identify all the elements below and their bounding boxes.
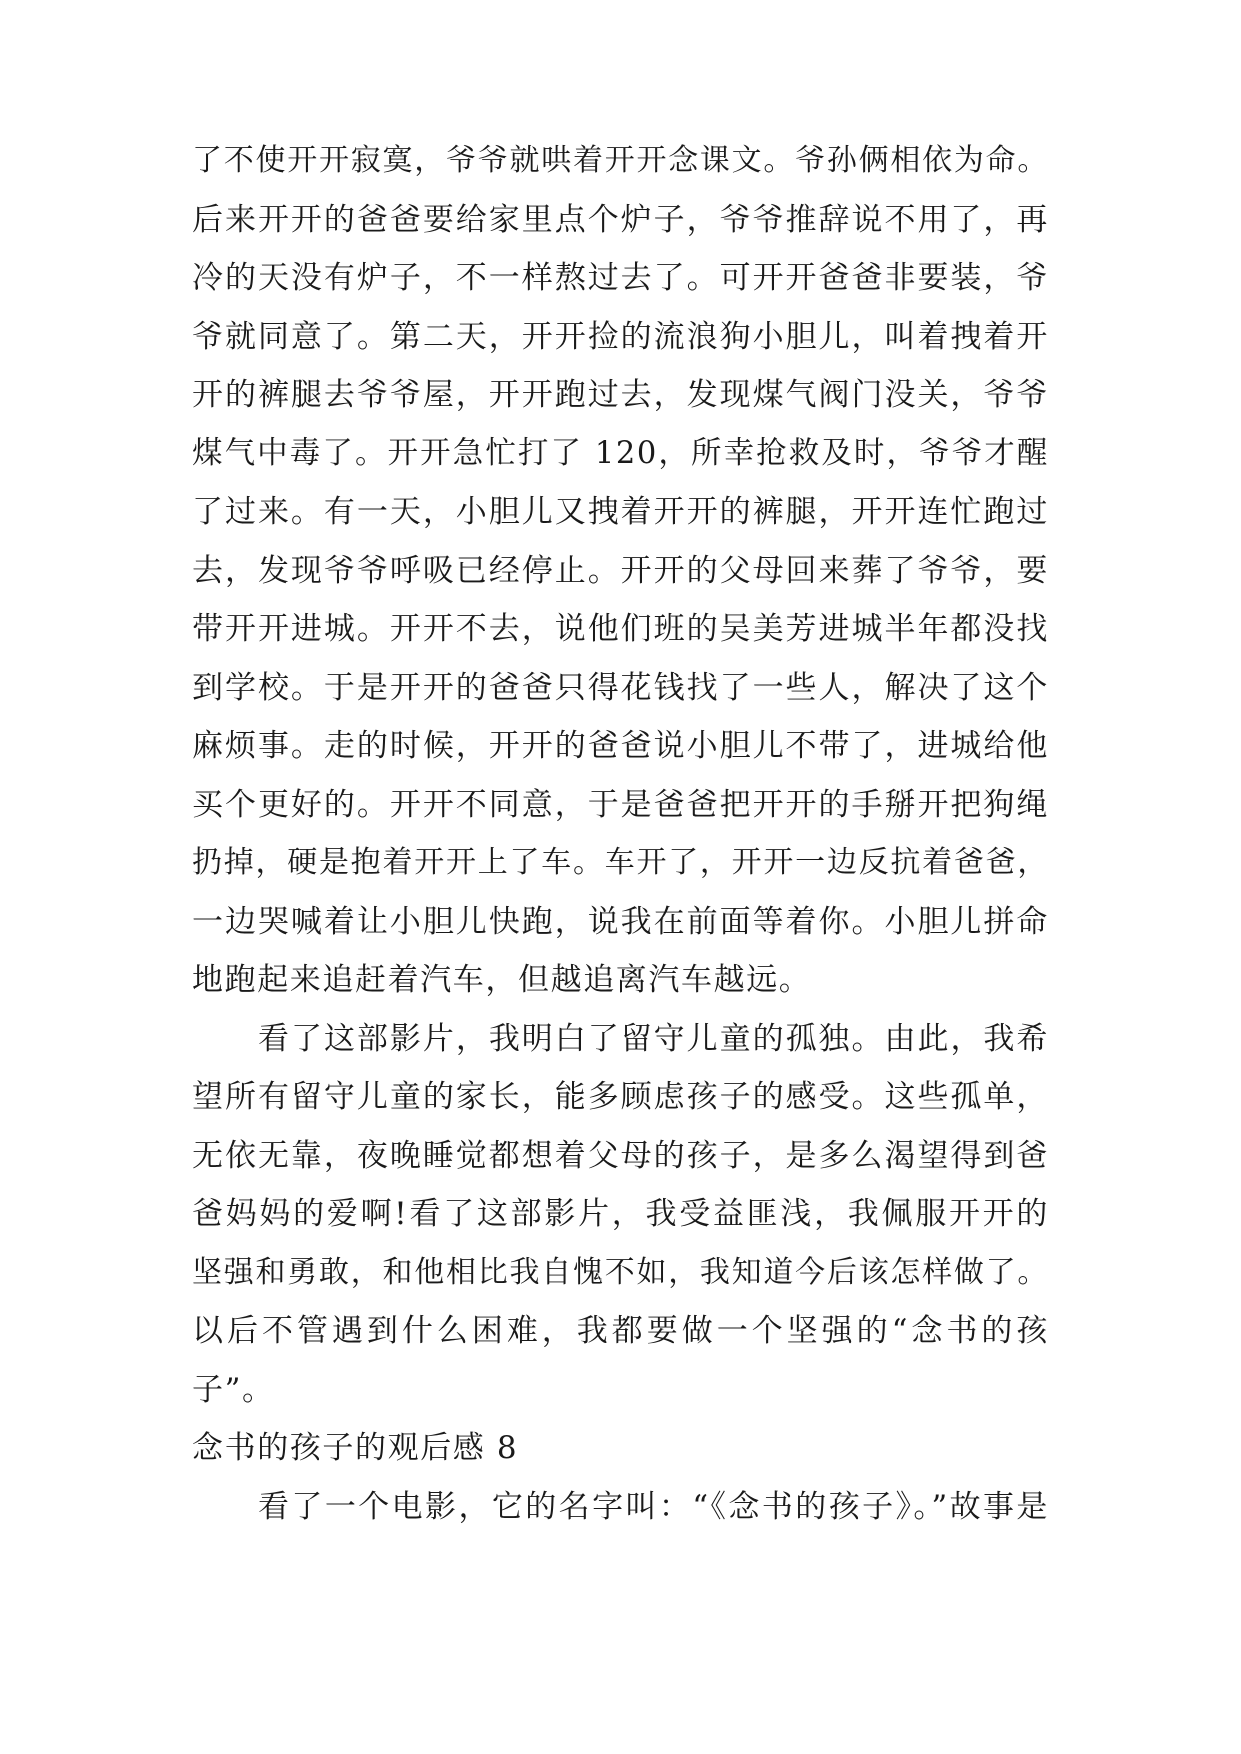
text-line: 坚强和勇敢，和他相比我自愧不如，我知道今后该怎样做了。: [192, 1254, 1049, 1290]
text-line: 以后不管遇到什么困难，我都要做一个坚强的“念书的孩: [192, 1313, 1049, 1349]
text-line: 煤气中毒了。开开急忙打了 120，所幸抢救及时，爷爷才醒: [192, 435, 1049, 471]
text-line: 一边哭喊着让小胆儿快跑，说我在前面等着你。小胆儿拼命: [192, 903, 1049, 940]
text-line: 开的裤腿去爷爷屋，开开跑过去，发现煤气阀门没关，爷爷: [192, 377, 1049, 413]
text-line: 爸妈妈的爱啊!看了这部影片，我受益匪浅，我佩服开开的: [192, 1196, 1049, 1232]
document-body: [192, 132, 1049, 1536]
text-line: 地跑起来追赶着汽车，但越追离汽车越远。: [192, 962, 812, 998]
text-line: 带开开进城。开开不去，说他们班的吴美芳进城半年都没找: [192, 611, 1049, 647]
text-line: 冷的天没有炉子，不一样熬过去了。可开开爸爸非要装，爷: [192, 260, 1049, 296]
text-line: 扔掉，硬是抱着开开上了车。车开了，开开一边反抗着爸爸，: [192, 845, 1049, 880]
text-line: 到学校。于是开开的爸爸只得花钱找了一些人，解决了这个: [192, 669, 1049, 706]
text-line: 去，发现爷爷呼吸已经停止。开开的父母回来葬了爷爷，要: [192, 552, 1049, 589]
section-heading: 念书的孩子的观后感 8: [192, 1430, 519, 1466]
text-line: 麻烦事。走的时候，开开的爸爸说小胆儿不带了，进城给他: [192, 728, 1049, 764]
text-line: 买个更好的。开开不同意，于是爸爸把开开的手掰开把狗绳: [192, 786, 1049, 823]
text-line: 子”。: [192, 1371, 275, 1408]
text-line: 望所有留守儿童的家长，能多顾虑孩子的感受。这些孤单，: [192, 1079, 1049, 1115]
text-line: 了不使开开寂寞，爷爷就哄着开开念课文。爷孙俩相依为命。: [192, 143, 1049, 178]
text-line: 了过来。有一天，小胆儿又拽着开开的裤腿，开开连忙跑过: [192, 494, 1049, 530]
text-line: 后来开开的爸爸要给家里点个炉子，爷爷推辞说不用了，再: [192, 201, 1049, 238]
text-line: 爷就同意了。第二天，开开捡的流浪狗小胆儿，叫着拽着开: [192, 318, 1049, 355]
text-line: 看了一个电影，它的名字叫：“《念书的孩子》。”故事是: [258, 1488, 1049, 1525]
text-line: 无依无靠，夜晚睡觉都想着父母的孩子，是多么渴望得到爸: [192, 1137, 1049, 1174]
text-line: 看了这部影片，我明白了留守儿童的孤独。由此，我希: [258, 1020, 1049, 1057]
